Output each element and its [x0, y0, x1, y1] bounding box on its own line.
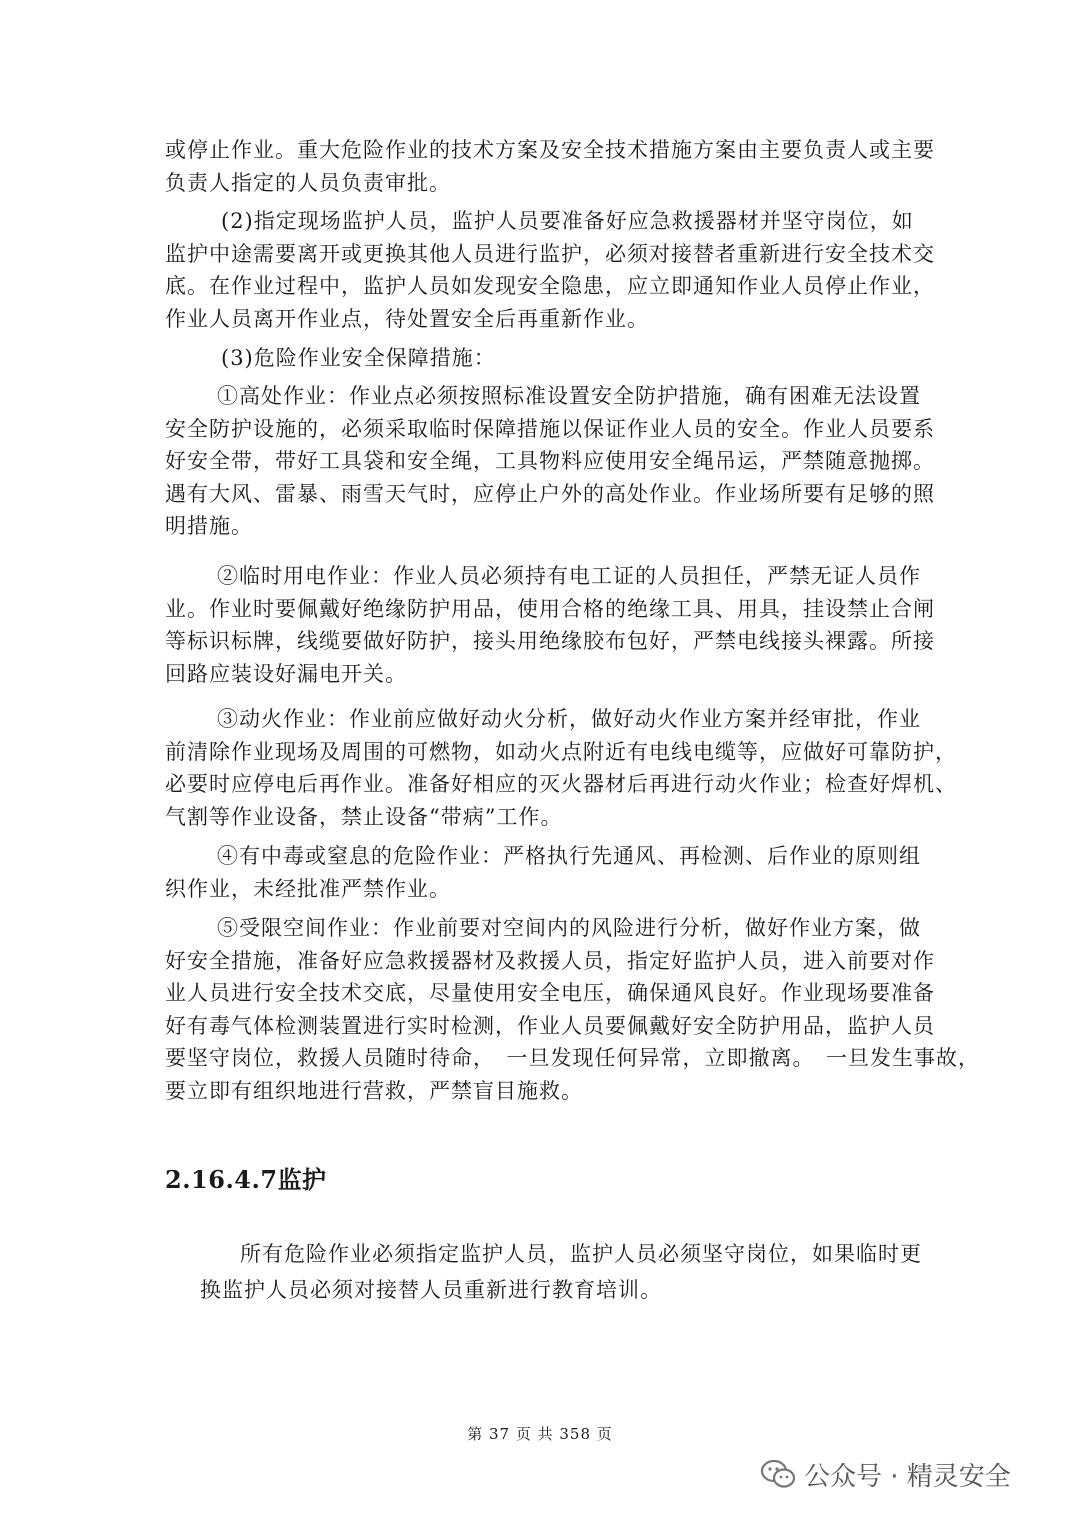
text-line: 气割等作业设备，禁止设备“带病”工作。	[165, 804, 563, 829]
section-heading: 2.16.4.7监护	[165, 1165, 327, 1194]
text-line: ②临时用电作业：作业人员必须持有电工证的人员担任，严禁无证人员作	[217, 564, 921, 588]
paragraph-hot-work	[165, 703, 957, 833]
text-line: 要立即有组织地进行营救，严禁盲目施救。	[165, 1078, 583, 1103]
watermark-text: 公众号 · 精灵安全	[804, 1461, 1011, 1492]
text-line: 所有危险作业必须指定监护人员，监护人员必须坚守岗位，如果临时更	[240, 1242, 922, 1266]
text-line: 好安全措施，准备好应急救援器材及救援人员，指定好监护人员，进入前要对作	[165, 948, 935, 973]
text-line: 要坚守岗位，救援人员随时待命， 一旦发现任何异常，立即撤离。 一旦发生事故，	[165, 1046, 980, 1070]
text-line: 作业人员离开作业点，待处置安全后再重新作业。	[165, 306, 649, 331]
text-line: ①高处作业：作业点必须按照标准设置安全防护措施，确有困难无法设置	[217, 384, 921, 408]
text-line: 业人员进行安全技术交底，尽量使用安全电压，确保通风良好。作业现场要准备	[165, 981, 935, 1005]
paragraph-monitor-assign	[165, 205, 935, 335]
text-line: 监护中途需要离开或更换其他人员进行监护，必须对接替者重新进行安全技术交	[165, 241, 935, 266]
text-line: ③动火作业：作业前应做好动火分析，做好动火作业方案并经审批，作业	[217, 707, 921, 731]
text-line: 织作业，未经批准严禁作业。	[165, 876, 451, 901]
text-line: 等标识标牌，线缆要做好防护，接头用绝缘胶布包好，严禁电线接头裸露。所接	[165, 629, 935, 653]
paragraph-work-at-height	[165, 380, 935, 543]
paragraph-toxic-suffocation	[165, 840, 921, 905]
text-line: 好有毒气体检测装置进行实时检测，作业人员要佩戴好安全防护用品，监护人员	[165, 1013, 935, 1038]
text-line: 安全防护设施的，必须采取临时保障措施以保证作业人员的安全。作业人员要系	[165, 416, 935, 441]
paragraph-approval-cont	[165, 134, 935, 199]
text-line: 前清除作业现场及周围的可燃物，如动火点附近有电线电缆等，应做好可靠防护，	[165, 739, 957, 764]
text-line: ⑤受限空间作业：作业前要对空间内的风险进行分析，做好作业方案，做	[217, 916, 921, 940]
text-line: 负责人指定的人员负责审批。	[165, 170, 451, 195]
text-line: 必要时应停电后再作业。准备好相应的灭火器材后再进行动火作业；检查好焊机、	[165, 772, 957, 796]
text-line: 或停止作业。重大危险作业的技术方案及安全技术措施方案由主要负责人或主要	[165, 138, 935, 162]
text-line: 回路应装设好漏电开关。	[165, 661, 407, 686]
text-line: 好安全带，带好工具袋和安全绳，工具物料应使用安全绳吊运，严禁随意抛掷。	[165, 449, 935, 473]
paragraph-supervision	[200, 1236, 920, 1308]
text-line: 遇有大风、雷暴、雨雪天气时，应停止户外的高处作业。作业场所要有足够的照	[165, 481, 935, 506]
paragraph-confined-space	[165, 912, 980, 1107]
text-line: 底。在作业过程中，监护人员如发现安全隐患，应立即通知作业人员停止作业，	[165, 274, 935, 298]
text-line: 换监护人员必须对接替人员重新进行教育培训。	[200, 1278, 662, 1302]
text-line: (2)指定现场监护人员，监护人员要准备好应急救援器材并坚守岗位，如	[221, 209, 914, 233]
text-line: ④有中毒或窒息的危险作业：严格执行先通风、再检测、后作业的原则组	[217, 844, 921, 868]
text-line: 业。作业时要佩戴好绝缘防护用品，使用合格的绝缘工具、用具，挂设禁止合闸	[165, 596, 935, 621]
text-line: (3)危险作业安全保障措施：	[221, 346, 496, 370]
paragraph-safety-measures-heading	[165, 342, 915, 375]
watermark	[760, 1454, 1011, 1494]
text-line: 明措施。	[165, 514, 253, 538]
wechat-icon	[760, 1459, 796, 1489]
paragraph-temporary-electricity	[165, 560, 935, 690]
page-number: 第 37 页 共 358 页	[467, 1425, 613, 1443]
